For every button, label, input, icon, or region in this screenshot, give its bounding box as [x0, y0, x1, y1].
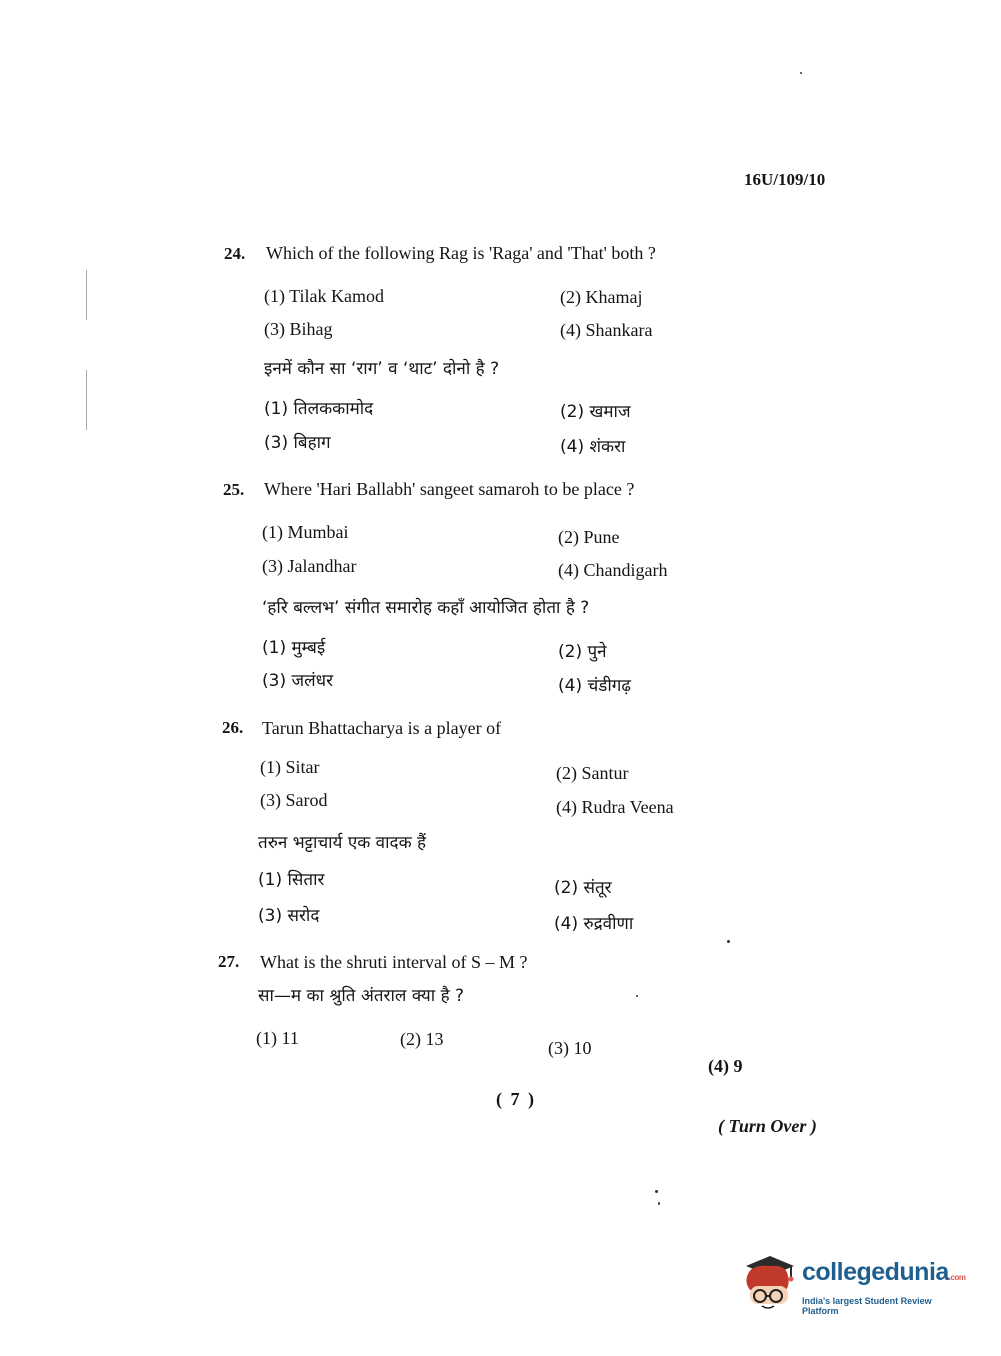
question-24-hindi-option-1: (1) तिलककामोद	[264, 399, 374, 419]
question-24-text: Which of the following Rag is 'Raga' and 'That' both ?	[266, 243, 656, 263]
question-27-option-1: (1) 11	[256, 1028, 299, 1048]
question-26-text: Tarun Bhattacharya is a player of	[262, 718, 502, 738]
question-25-option-2: (2) Pune	[558, 527, 620, 547]
scan-speck	[658, 1202, 660, 1205]
page-number: ( 7 )	[496, 1089, 536, 1109]
question-24-option-2: (2) Khamaj	[560, 287, 643, 307]
scan-speck	[636, 995, 638, 997]
scan-edge-line	[86, 370, 87, 430]
question-26-option-3: (3) Sarod	[260, 790, 328, 810]
question-25-hindi-option-3: (3) जलंधर	[262, 671, 334, 691]
question-25-option-4: (4) Chandigarh	[558, 560, 668, 580]
question-27-text: What is the shruti interval of S – M ?	[260, 952, 528, 972]
question-24-hindi-text: इनमें कौन सा ‘राग’ व ‘थाट’ दोनो है ?	[264, 359, 500, 379]
question-25-hindi-option-2: (2) पुने	[558, 642, 607, 662]
question-26-number: 26.	[222, 718, 244, 737]
question-26-hindi-option-2: (2) संतूर	[554, 878, 612, 898]
question-24-hindi-option-2: (2) खमाज	[560, 402, 631, 422]
question-27-option-2: (2) 13	[400, 1029, 444, 1049]
question-26-hindi-text: तरुन भट्टाचार्य एक वादक हैं	[258, 833, 427, 853]
question-24-option-3: (3) Bihag	[264, 319, 333, 339]
scan-edge-line	[86, 270, 87, 320]
question-24-hindi-option-3: (3) बिहाग	[264, 433, 331, 453]
scan-speck	[727, 940, 730, 943]
scan-speck	[655, 1190, 658, 1193]
question-25-option-3: (3) Jalandhar	[262, 556, 357, 576]
question-25-number: 25.	[223, 480, 245, 499]
question-26-hindi-option-4: (4) रुद्रवीणा	[554, 914, 634, 934]
question-26-option-4: (4) Rudra Veena	[556, 797, 674, 817]
question-26-option-1: (1) Sitar	[260, 757, 320, 777]
question-26-hindi-option-3: (3) सरोद	[258, 906, 320, 926]
question-26-hindi-option-1: (1) सितार	[258, 870, 325, 890]
logo-tagline: India's largest Student Review Platform	[802, 1296, 932, 1316]
scan-speck	[800, 72, 802, 74]
question-25-text: Where 'Hari Ballabh' sangeet samaroh to be place ?	[264, 479, 635, 499]
question-24-option-1: (1) Tilak Kamod	[264, 286, 385, 306]
turn-over-note: ( Turn Over )	[718, 1116, 817, 1136]
question-24-hindi-option-4: (4) शंकरा	[560, 437, 626, 457]
question-25-hindi-text: ‘हरि बल्लभ’ संगीत समारोह कहाँ आयोजित होता है ?	[262, 598, 590, 618]
question-27-number: 27.	[218, 952, 240, 971]
question-25-option-1: (1) Mumbai	[262, 522, 349, 542]
question-24-option-4: (4) Shankara	[560, 320, 653, 340]
paper-code: 16U/109/10	[744, 170, 826, 189]
question-27-hindi-text: सा—म का श्रुति अंतराल क्या है ?	[258, 986, 465, 1006]
mascot-icon	[740, 1252, 798, 1312]
collegedunia-logo	[740, 1252, 970, 1316]
question-26-option-2: (2) Santur	[556, 763, 629, 783]
question-25-hindi-option-1: (1) मुम्बई	[262, 638, 326, 658]
question-27-option-3: (3) 10	[548, 1038, 592, 1058]
logo-brand-name: collegedunia.com	[802, 1258, 966, 1286]
question-27-option-4: (4) 9	[708, 1056, 743, 1076]
question-25-hindi-option-4: (4) चंडीगढ़	[558, 676, 631, 696]
question-24-number: 24.	[224, 244, 246, 263]
